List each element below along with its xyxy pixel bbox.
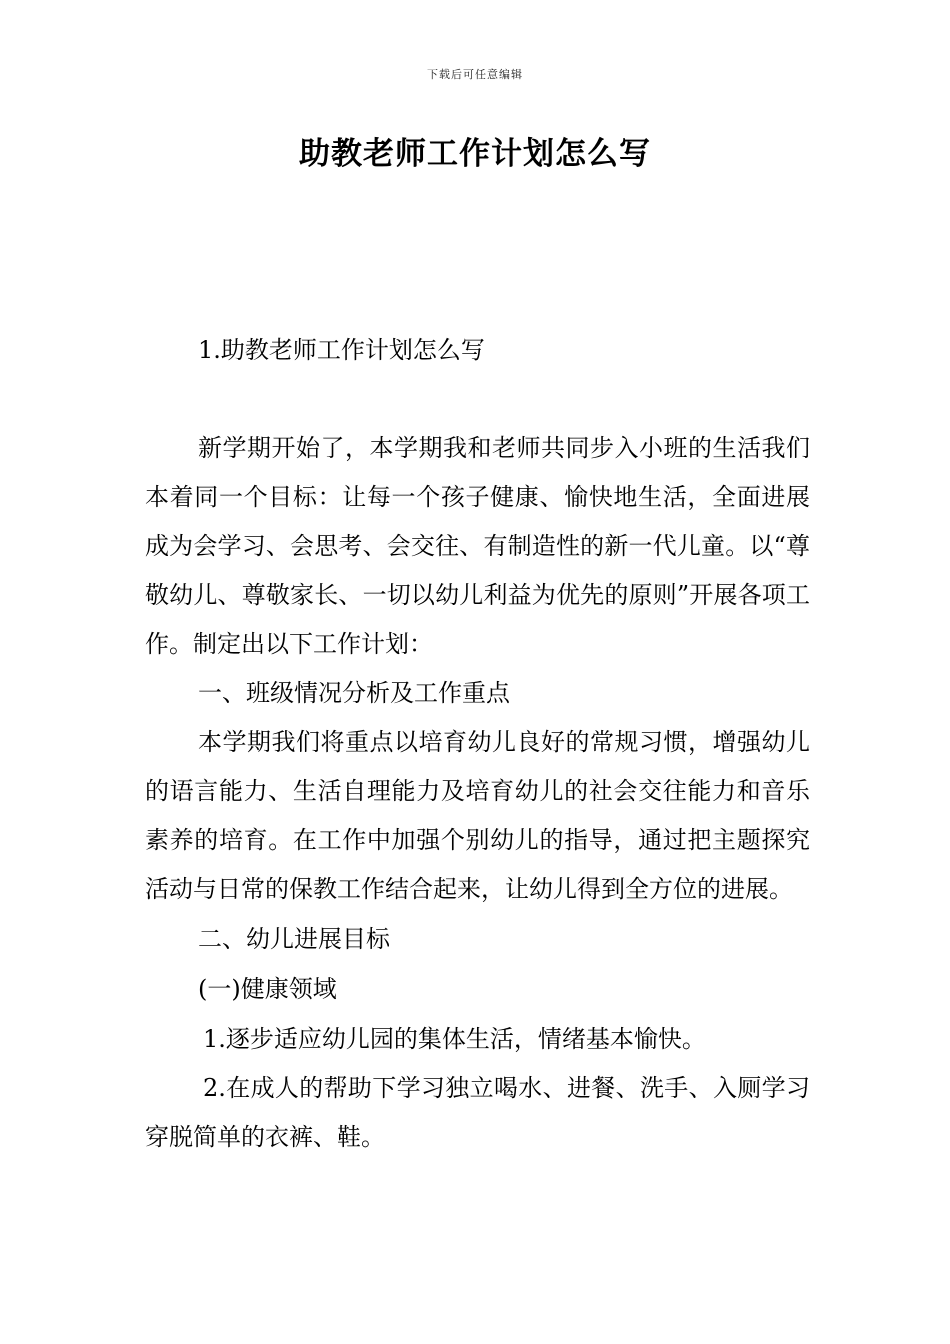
header-note: 下载后可任意编辑: [427, 68, 523, 81]
list-item-1: 1.逐步适应幼儿园的集体生活，情绪基本愉快。: [203, 1025, 706, 1053]
heading-health-domain: (一)健康领域: [198, 975, 337, 1003]
heading-development-goals: 二、幼儿进展目标: [198, 925, 390, 953]
list-item-2: 2.在成人的帮助下学习独立喝水、进餐、洗手、入厕学习穿脱简单的衣裤、鞋。: [145, 1074, 810, 1151]
heading-class-analysis: 一、班级情况分析及工作重点: [198, 679, 510, 707]
paragraph-focus: 本学期我们将重点以培育幼儿良好的常规习惯，增强幼儿的语言能力、生活自理能力及培育幼儿的社会交往能力和音乐素养的培育。在工作中加强个别幼儿的指导，通过把主题探究活动与日常的保教工作结合起来，让幼儿得到全方位的进展。: [145, 728, 810, 903]
paragraph-intro: 新学期开始了，本学期我和老师共同步入小班的生活我们本着同一个目标：让每一个孩子健康、愉快地生活，全面进展成为会学习、会思考、会交往、有制造性的新一代儿童。以“尊敬幼儿、尊敬家长、一切以幼儿利益为优先的原则”开展各项工作。制定出以下工作计划：: [145, 434, 810, 658]
document-body: [145, 424, 810, 1162]
document-title: 助教老师工作计划怎么写: [299, 136, 651, 172]
section-subtitle: 1.助教老师工作计划怎么写: [198, 336, 485, 364]
